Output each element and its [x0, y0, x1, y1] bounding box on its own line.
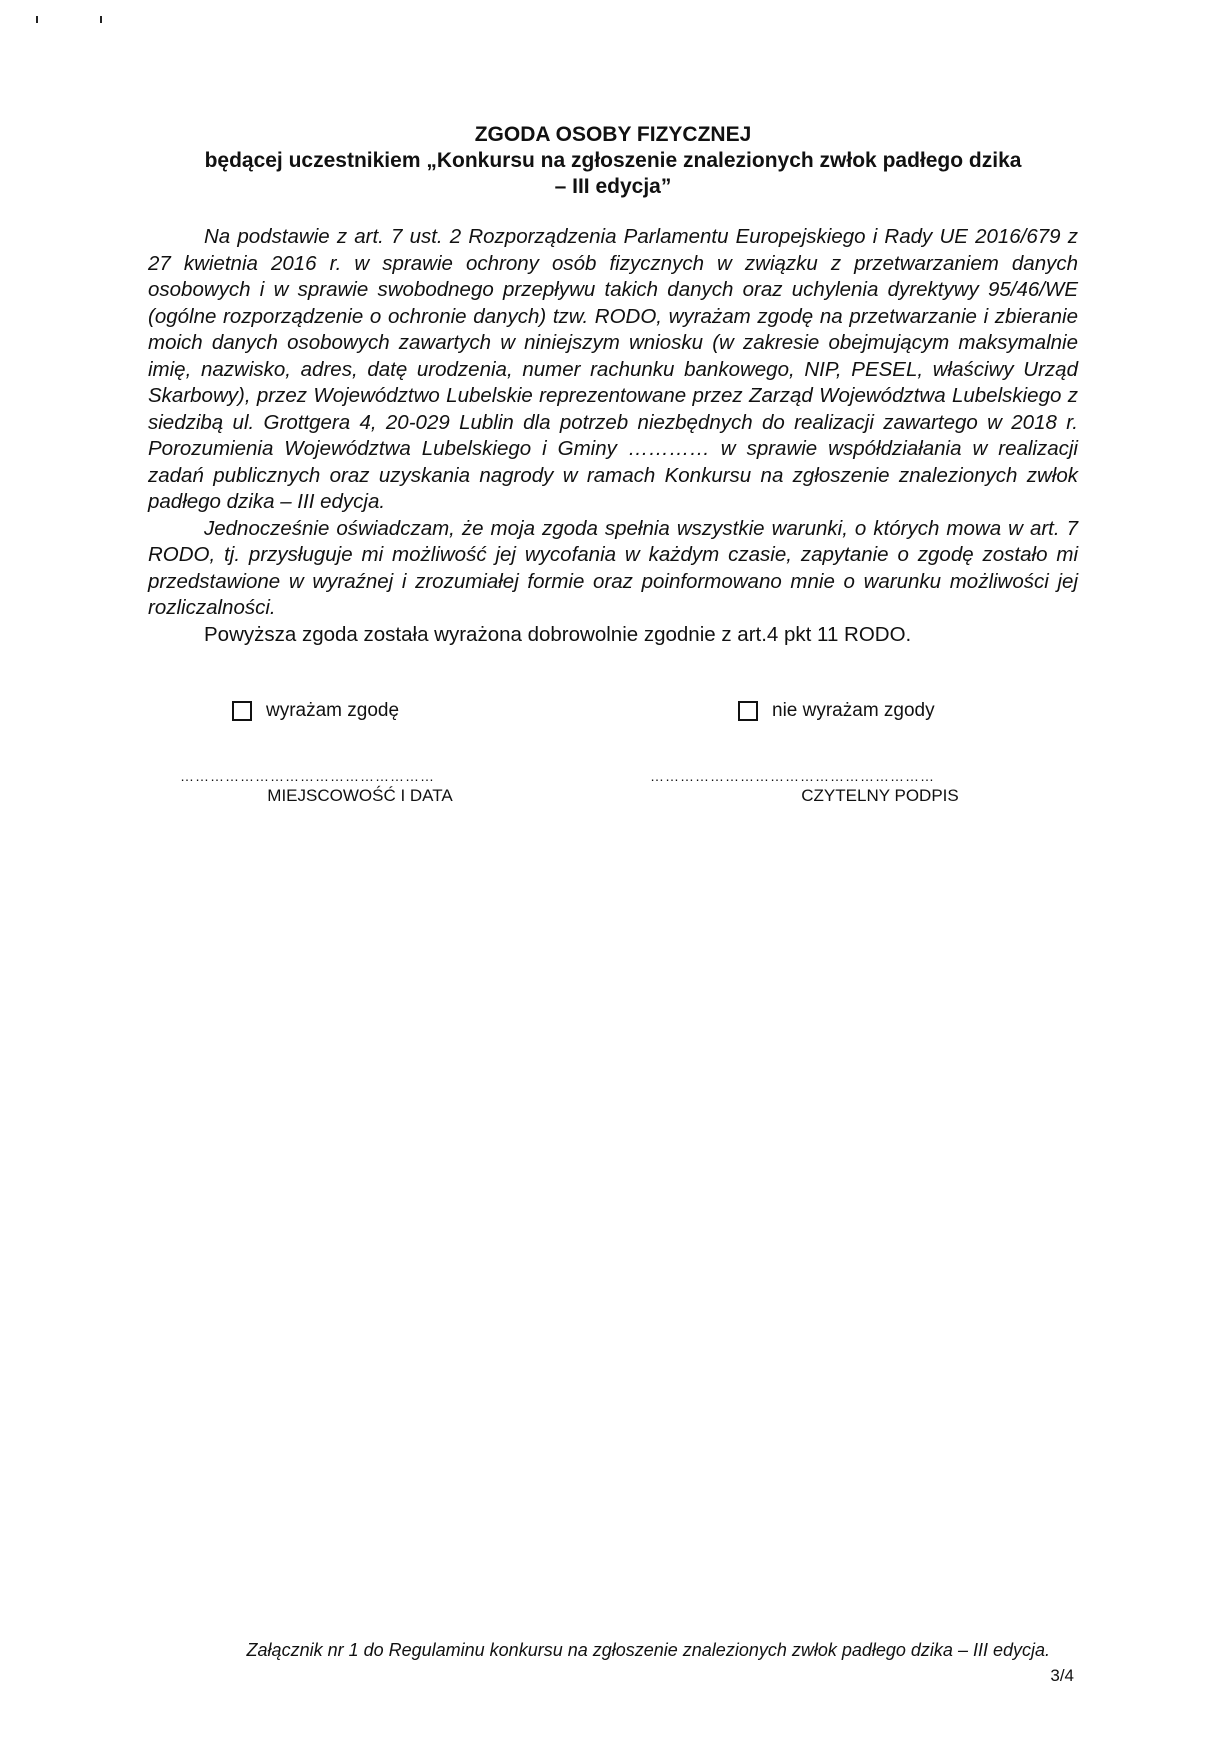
place-date-line: ……………………………………………	[180, 768, 435, 784]
footer-note: Załącznik nr 1 do Regulaminu konkursu na zgłoszenie znalezionych zwłok padłego dzika – III edycja.	[246, 1640, 1050, 1660]
consent-paragraph-declaration: Jednocześnie oświadczam, że moja zgoda spełnia wszystkie warunki, o których mowa w art. 7 RODO, tj. przysługuje mi możliwość jej wycofania w każdym czasie, zapytanie o zgodę zostało mi przedstawione w wyraźnej i zrozumiałej formie oraz poinformowano mnie o warunku możliwości jej rozliczalności.	[148, 516, 1078, 619]
scan-mark	[36, 16, 38, 23]
document-header	[120, 122, 1106, 200]
disagree-checkbox[interactable]	[738, 701, 758, 721]
scan-mark	[100, 16, 102, 23]
signature-label: CZYTELNY PODPIS	[801, 786, 959, 805]
consent-paragraph-voluntary: Powyższa zgoda została wyrażona dobrowolnie zgodnie z art.4 pkt 11 RODO.	[204, 622, 912, 646]
agree-label: wyrażam zgodę	[266, 700, 400, 721]
header-edition: – III edycja”	[554, 175, 672, 198]
signature-line: …………………………………………………	[650, 768, 935, 784]
agree-checkbox[interactable]	[232, 701, 252, 721]
header-subtitle: będącej uczestnikiem „Konkursu na zgłoszenie znalezionych zwłok padłego dzika	[204, 149, 1022, 172]
consent-body	[148, 224, 1078, 648]
disagree-option[interactable]	[738, 700, 935, 722]
page-number: 3/4	[1050, 1666, 1074, 1685]
place-date-label: MIEJSCOWOŚĆ I DATA	[267, 786, 453, 805]
consent-paragraph-legal-basis: Na podstawie z art. 7 ust. 2 Rozporządzenia Parlamentu Europejskiego i Rady UE 2016/679 z 27 kwietnia 2016 r. w sprawie ochrony osób fizycznych w związku z przetwarzaniem danych osobowych i w sprawie swobodnego przepływu takich danych oraz uchylenia dyrektywy 95/46/WE (ogólne rozporządzenie o ochronie danych) tzw. RODO, wyrażam zgodę na przetwarzanie i zbieranie moich danych osobowych zawartych w niniejszym wniosku (w zakresie obejmującym maksymalnie imię, nazwisko, adres, datę urodzenia, numer rachunku bankowego, NIP, PESEL, właściwy Urząd Skarbowy), przez Województwo Lubelskie reprezentowane przez Zarząd Województwa Lubelskiego z siedzibą ul. Grottgera 4, 20-029 Lublin dla potrzeb niezbędnych do realizacji zawartego w 2018 r. Porozumienia Województwa Lubelskiego i Gminy ………… w sprawie współdziałania w realizacji zadań publicznych oraz uzyskania nagrody w ramach Konkursu na zgłoszenie znalezionych zwłok padłego dzika – III edycja.	[148, 225, 1078, 513]
agree-option[interactable]	[232, 700, 399, 722]
disagree-label: nie wyrażam zgody	[772, 700, 935, 721]
header-title: ZGODA OSOBY FIZYCZNEJ	[474, 123, 752, 146]
